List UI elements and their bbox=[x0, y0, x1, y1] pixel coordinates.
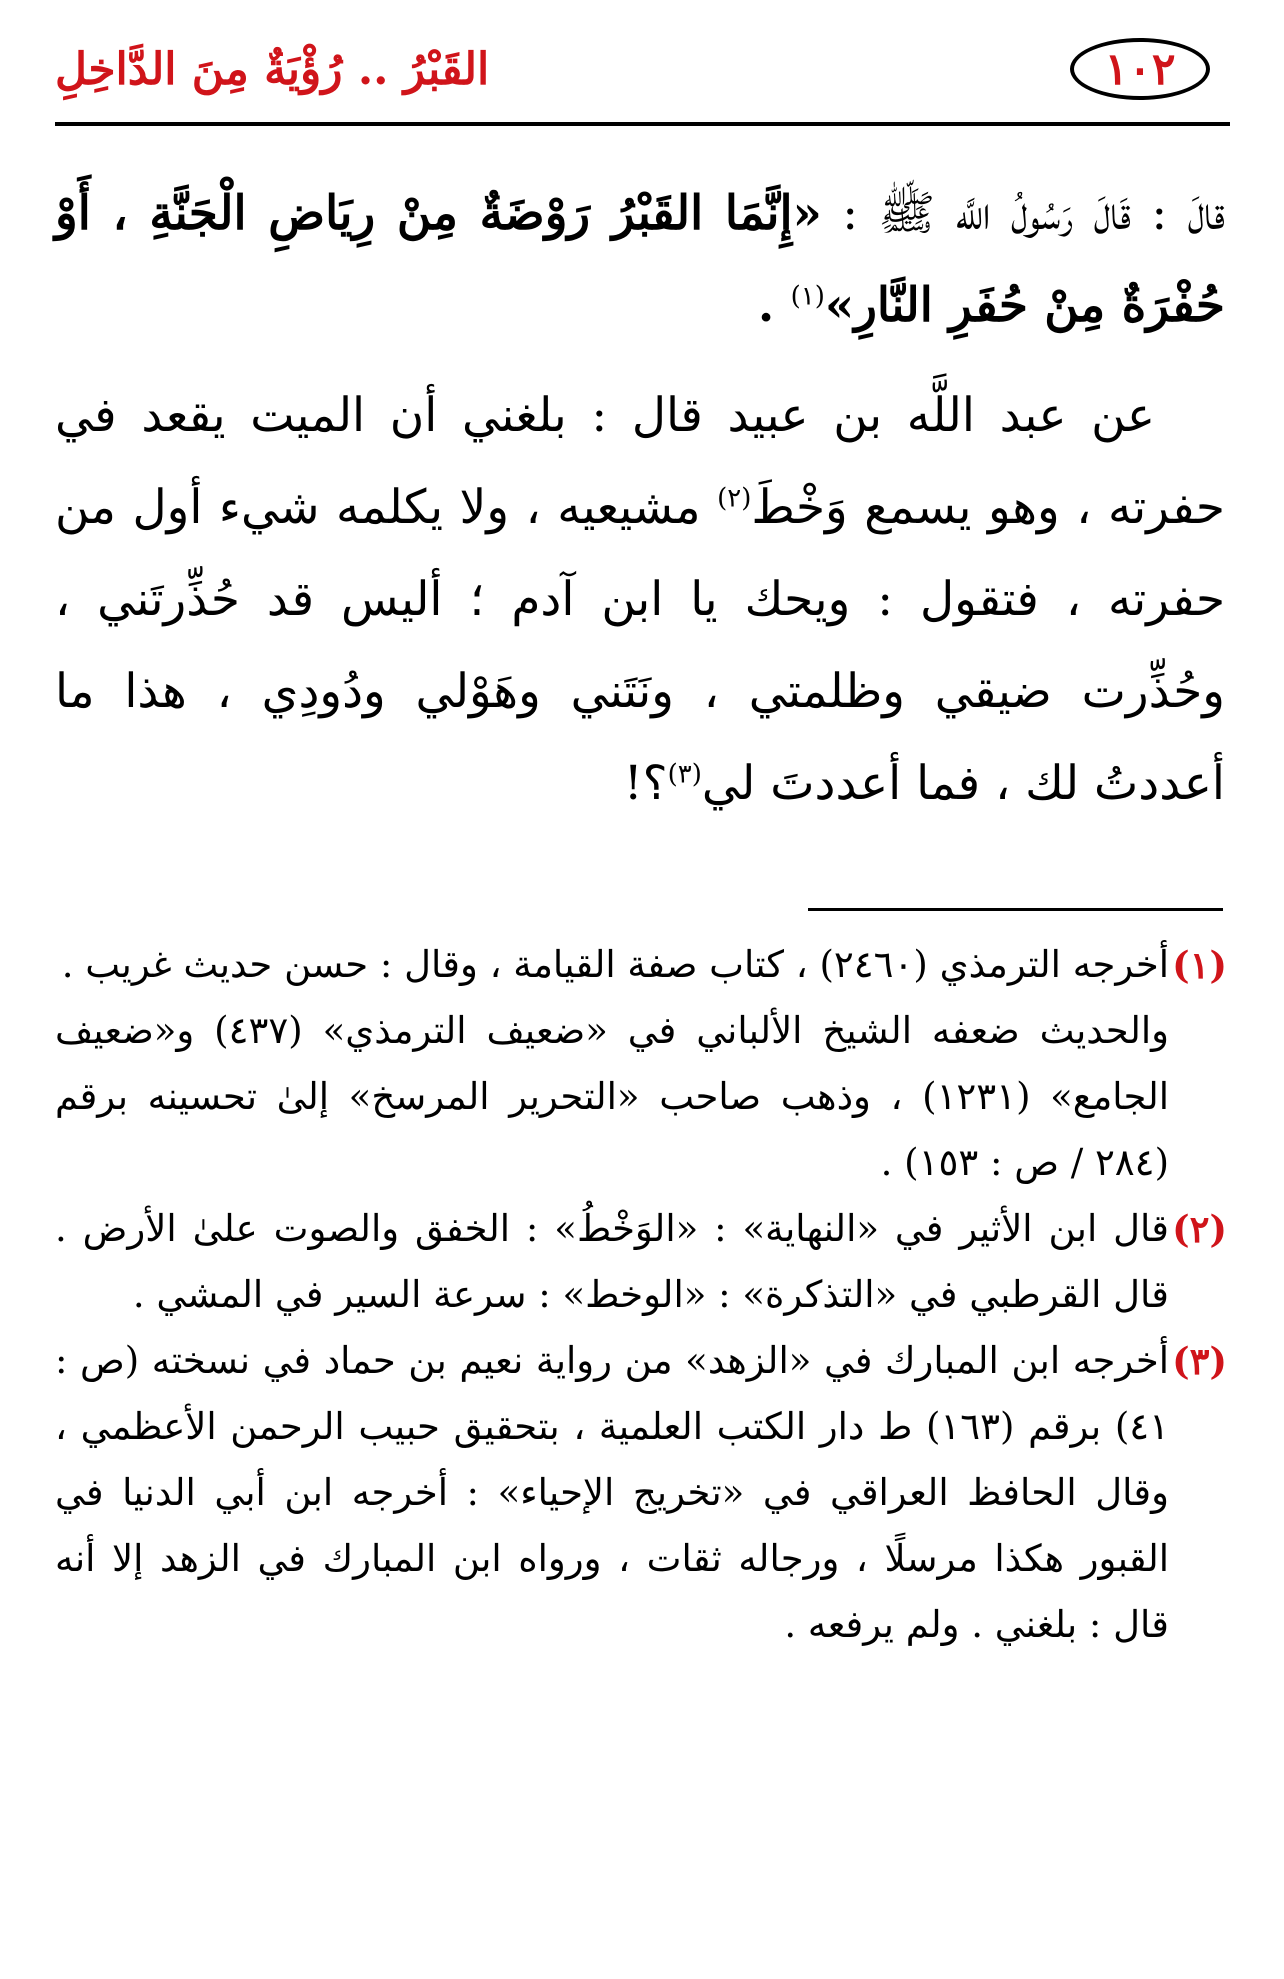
footnote-ref-1[interactable]: (١) bbox=[790, 281, 825, 312]
footnote-body bbox=[55, 932, 1169, 1196]
footnotes bbox=[55, 932, 1227, 1658]
narration-part-a: عن عبد اللَّه بن عبيد قال : بلغني أن الميت يقعد في حفرته ، وهو يسمع وَخْطَ bbox=[55, 388, 1225, 535]
footnote-line: قال ابن الأثير في «النهاية» : «الوَخْطُ» : الخفق والصوت علىٰ الأرض . قال القرطبي في «التذكرة» : «الوخط» : سرعة السير في المشي . bbox=[55, 1207, 1169, 1316]
footnote-line: أخرجه الترمذي (٢٤٦٠) ، كتاب صفة القيامة ، وقال : حسن حديث غريب . bbox=[61, 943, 1169, 986]
page-number: ١٠٢ bbox=[1070, 38, 1210, 100]
narration-paragraph bbox=[55, 370, 1225, 830]
footnote-marker: (٣) bbox=[1172, 1339, 1227, 1383]
running-title: القَبْرُ .. رُؤْيَةٌ مِنَ الدَّاخِلِ bbox=[55, 44, 490, 95]
footnote-body bbox=[55, 1328, 1169, 1658]
hadith-paragraph bbox=[55, 168, 1225, 352]
main-text bbox=[55, 168, 1225, 830]
footnote-1 bbox=[55, 932, 1227, 1196]
hadith-quote: «إِنَّمَا القَبْرُ رَوْضَةٌ مِنْ رِيَاضِ الْجَنَّةِ ، أَوْ حُفْرَةٌ مِنْ حُفَرِ النَّارِ» bbox=[55, 186, 1225, 333]
narration-end: ؟! bbox=[623, 756, 668, 811]
footnote-ref-3[interactable]: (٣) bbox=[667, 759, 702, 790]
narration-part-b: مشيعيه ، ولا يكلمه شيء أول من حفرته ، فتقول : ويحك يا ابن آدم ؛ أليس قد حُذِّرتَني ، وحُذِّرت ضيقي وظلمتي ، ونَتَني وهَوْلي ودُودِي ، هذا ما أعددتُ لك ، فما أعددتَ لي bbox=[55, 480, 1225, 811]
footnote-2 bbox=[55, 1196, 1227, 1328]
page-header bbox=[55, 30, 1230, 125]
header-rule bbox=[55, 122, 1230, 126]
footnote-marker: (١) bbox=[1172, 943, 1227, 987]
footnote-body bbox=[55, 1196, 1169, 1328]
hadith-end: . bbox=[757, 278, 791, 333]
footnote-separator bbox=[808, 908, 1223, 911]
hadith-lead: قالَ : قَالَ رَسُولُ اللَّه ﷺ : bbox=[821, 186, 1225, 241]
footnote-line: أخرجه ابن المبارك في «الزهد» من رواية نعيم بن حماد في نسخته (ص : ٤١) برقم (١٦٣) ط دار الكتب العلمية ، بتحقيق حبيب الرحمن الأعظمي ، وقال الحافظ العراقي في «تخريج الإحياء» : أخرجه ابن أبي الدنيا في القبور هكذا مرسلًا ، ورجاله ثقات ، ورواه ابن المبارك في الزهد إلا أنه قال : بلغني . ولم يرفعه . bbox=[55, 1339, 1170, 1646]
footnote-3 bbox=[55, 1328, 1227, 1658]
footnote-line: والحديث ضعفه الشيخ الألباني في «ضعيف الترمذي» (٤٣٧) و«ضعيف الجامع» (١٢٣١) ، وذهب صاحب «التحرير المرسخ» إلىٰ تحسينه برقم (٢٨٤ / ص : ١٥٣) . bbox=[55, 1009, 1170, 1184]
footnote-ref-2[interactable]: (٢) bbox=[717, 483, 752, 514]
footnote-marker: (٢) bbox=[1172, 1207, 1227, 1251]
